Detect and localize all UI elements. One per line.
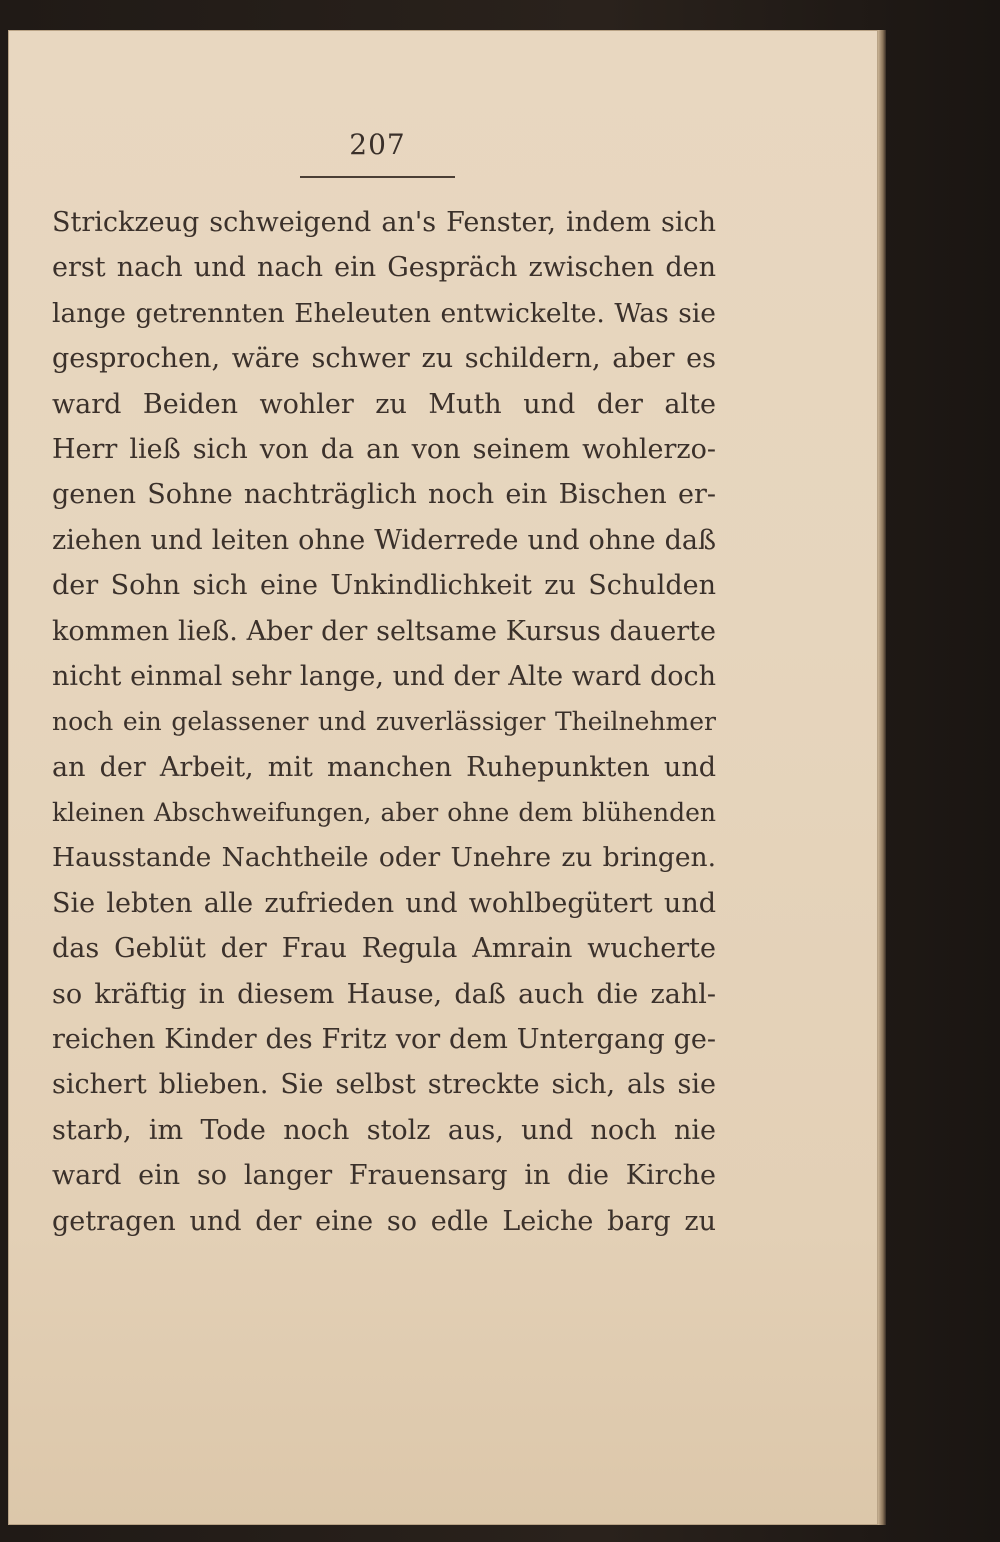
text-line: Herr ließ sich von da an von seinem wohlerzo- bbox=[52, 433, 716, 465]
text-line: Hausstande Nachtheile oder Unehre zu bringen. bbox=[52, 842, 716, 874]
text-line: gesprochen, wäre schwer zu schildern, aber es bbox=[52, 343, 716, 375]
text-line: starb, im Tode noch stolz aus, und noch nie bbox=[52, 1114, 716, 1146]
text-line: an der Arbeit, mit manchen Ruhepunkten und bbox=[52, 751, 716, 783]
text-line: getragen und der eine so edle Leiche barg zu bbox=[52, 1205, 716, 1237]
text-line: Sie lebten alle zufrieden und wohlbegütert und bbox=[52, 887, 716, 919]
text-line: lange getrennten Eheleuten entwickelte. Was sie bbox=[52, 297, 716, 329]
body-text bbox=[52, 200, 716, 1244]
text-line: reichen Kinder des Fritz vor dem Untergang ge- bbox=[52, 1024, 716, 1056]
text-line: so kräftig in diesem Hause, daß auch die zahl- bbox=[52, 978, 716, 1010]
text-line: Strickzeug schweigend an's Fenster, indem sich bbox=[52, 207, 716, 238]
text-line: kleinen Abschweifungen, aber ohne dem blühenden bbox=[52, 798, 716, 828]
text-line: ziehen und leiten ohne Widerrede und ohne daß bbox=[52, 524, 716, 556]
text-line: ward Beiden wohler zu Muth und der alte bbox=[52, 388, 716, 420]
text-line: erst nach und nach ein Gespräch zwischen den bbox=[52, 252, 716, 284]
text-line: sichert blieben. Sie selbst streckte sich, als sie bbox=[52, 1069, 716, 1101]
text-line: das Geblüt der Frau Regula Amrain wucherte bbox=[52, 933, 716, 965]
page-edge bbox=[878, 30, 886, 1525]
text-line: der Sohn sich eine Unkindlichkeit zu Schulden bbox=[52, 570, 716, 602]
text-line: kommen ließ. Aber der seltsame Kursus dauerte bbox=[52, 615, 716, 647]
text-line: noch ein gelassener und zuverlässiger Theilnehmer bbox=[52, 707, 716, 737]
text-line: nicht einmal sehr lange, und der Alte ward doch bbox=[52, 660, 716, 692]
text-line: genen Sohne nachträglich noch ein Bischen er- bbox=[52, 479, 716, 511]
text-line: ward ein so langer Frauensarg in die Kirche bbox=[52, 1160, 716, 1192]
page-number: 207 bbox=[349, 128, 406, 161]
header-rule bbox=[300, 176, 455, 178]
